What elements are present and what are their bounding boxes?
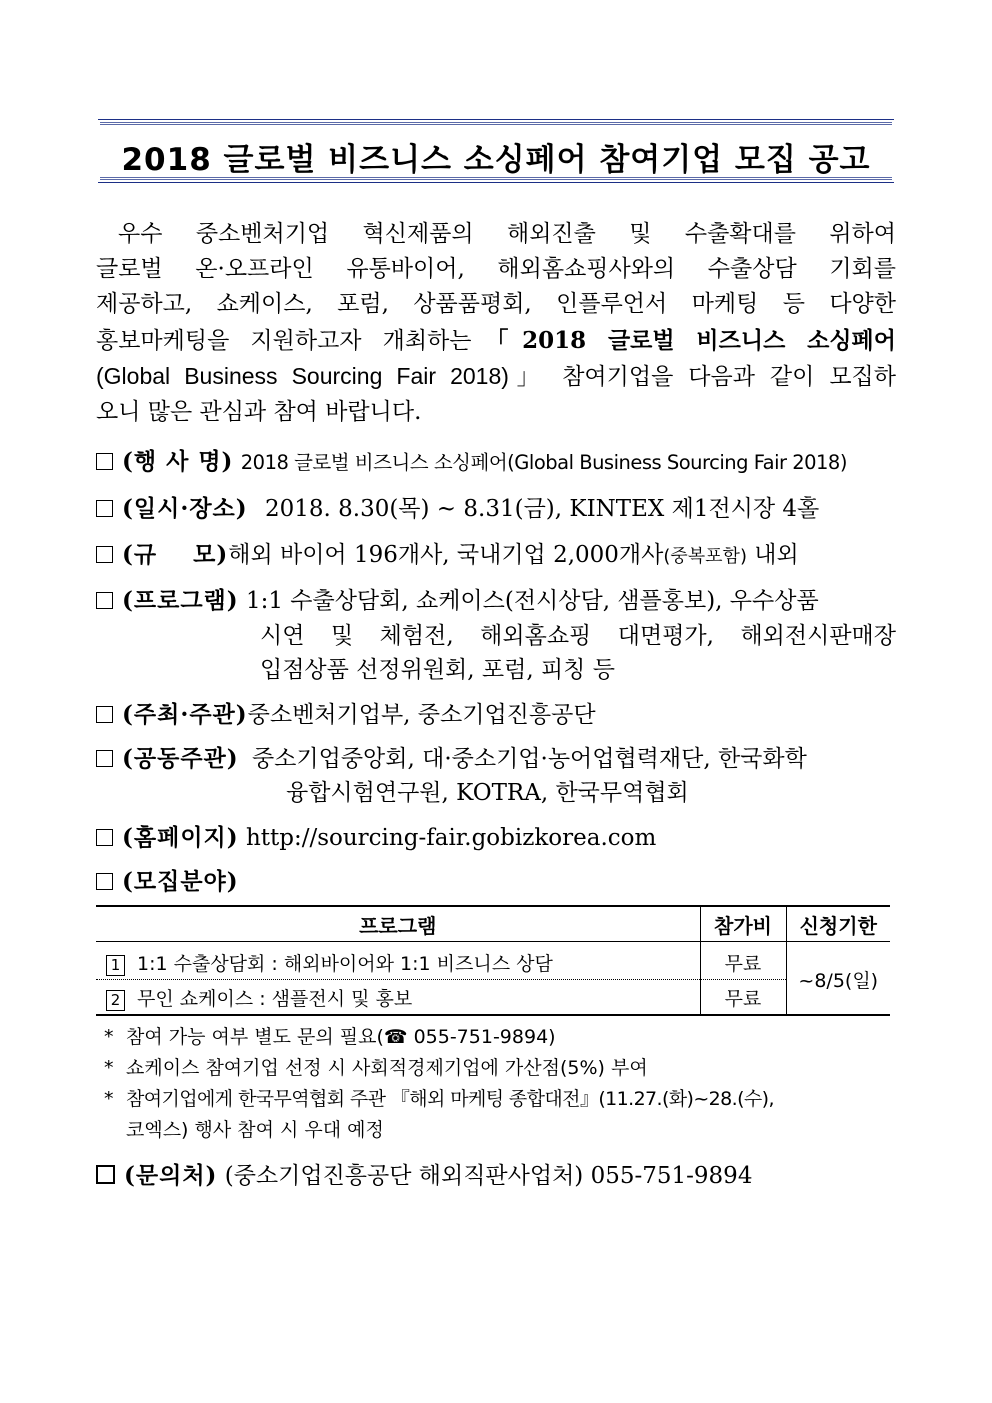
- table-cell-fee: 무료: [700, 945, 786, 980]
- checkbox-icon: [96, 873, 113, 890]
- intro-line: [96, 359, 896, 395]
- contact-value: (중소기업진흥공단 해외직판사업처) 055-751-9894: [224, 1163, 753, 1189]
- note-item: [104, 1022, 899, 1053]
- item-label: (행 사 명): [122, 448, 234, 475]
- item-label: (규 모): [122, 541, 229, 568]
- note-item-cont: 코엑스) 행사 참여 시 우대 예정: [126, 1119, 384, 1141]
- notes: [104, 1022, 899, 1146]
- checkbox-icon: [96, 706, 113, 723]
- item-field: [96, 863, 896, 896]
- note-text: 참여기업에게 한국무역협회 주관 『해외 마케팅 종합대전』(11.27.(화)~28.(수),: [126, 1088, 774, 1110]
- item-value: 시연 및 체험전, 해외홈쇼핑 대면평가, 해외전시판매장: [260, 623, 896, 649]
- item-program: [96, 582, 896, 615]
- intro-line: 제공하고, 쇼케이스, 포럼, 상품품평회, 인플루언서 마케팅 등 다양한: [96, 291, 896, 318]
- asterisk-marker: *: [104, 1057, 114, 1079]
- item-label: (홈페이지): [122, 824, 239, 851]
- item-program-cont: [260, 617, 896, 650]
- note-item: [104, 1084, 899, 1115]
- table-header-row: [96, 906, 890, 942]
- intro-fragment: 홍보마케팅을 지원하고자 개최하는: [96, 327, 472, 354]
- item-value: 내외: [754, 542, 799, 568]
- number-box: 1: [106, 955, 125, 976]
- item-value: 융합시험연구원, KOTRA, 한국무역협회: [286, 780, 689, 806]
- item-value: 해외 바이어 196개사, 국내기업 2,000개사: [228, 542, 664, 568]
- table-cell-fee: 무료: [700, 980, 786, 1016]
- item-label: (일시·장소): [122, 495, 248, 522]
- table-row: [96, 980, 890, 1016]
- table-cell-program: [96, 945, 700, 980]
- table-header: 참가비: [700, 906, 786, 942]
- item-value: 중소벤처기업부, 중소기업진흥공단: [247, 702, 596, 728]
- item-homepage: [96, 819, 896, 852]
- homepage-link[interactable]: http://sourcing-fair.gobizkorea.com: [245, 825, 657, 851]
- item-cohost-cont: [286, 774, 689, 807]
- checkbox-icon: [96, 1165, 115, 1184]
- program-text: 1:1 수출상담회 : 해외바이어와 1:1 비즈니스 상담: [137, 952, 553, 975]
- intro-fragment: 참여기업을 다음과 같이 모집하: [562, 363, 896, 390]
- item-value: 2018 글로벌 비즈니스 소싱페어(Global Business Sourcing Fair 2018): [240, 451, 847, 474]
- item-host: [96, 696, 896, 729]
- note-text: 쇼케이스 참여기업 선정 시 사회적경제기업에 가산점(5%) 부여: [126, 1057, 648, 1079]
- checkbox-icon: [96, 546, 113, 563]
- table-cell-deadline: ~8/5(일): [786, 945, 890, 1015]
- number-box: 2: [106, 990, 125, 1011]
- fair-english-name: (Global Business Sourcing Fair 2018)」: [96, 362, 548, 389]
- item-datetime: [96, 490, 896, 523]
- item-value: 중소기업중앙회, 대·중소기업·농어업협력재단, 한국화학: [251, 746, 807, 772]
- item-label: (공동주관): [122, 745, 239, 772]
- program-text: 무인 쇼케이스 : 샘플전시 및 홍보: [137, 987, 413, 1010]
- checkbox-icon: [96, 453, 113, 470]
- item-cohost: [96, 740, 896, 773]
- intro-line: [96, 323, 896, 359]
- intro-line: 우수 중소벤처기업 혁신제품의 해외진출 및 수출확대를 위하여: [118, 221, 896, 247]
- item-scale: [96, 536, 896, 569]
- checkbox-icon: [96, 750, 113, 767]
- item-program-cont: [260, 651, 615, 684]
- checkbox-icon: [96, 829, 113, 846]
- contact-label: (문의처): [124, 1162, 218, 1189]
- title-box: [100, 122, 892, 180]
- page-title: 2018 글로벌 비즈니스 소싱페어 참여기업 모집 공고: [121, 142, 871, 178]
- item-label: (주최·주관): [122, 701, 248, 728]
- contact-line: [96, 1157, 752, 1190]
- table-row: [96, 945, 890, 980]
- intro-paragraph: [96, 217, 896, 430]
- table-header: 신청기한: [786, 906, 890, 942]
- item-value-note: (중복포함): [663, 546, 747, 567]
- note-item: [104, 1053, 899, 1084]
- checkbox-icon: [96, 500, 113, 517]
- checkbox-icon: [96, 592, 113, 609]
- fair-name-bold: 「2018 글로벌 비즈니스 소싱페어: [471, 326, 896, 354]
- item-event-name: [96, 443, 896, 476]
- table-header: 프로그램: [96, 906, 700, 942]
- item-value: 1:1 수출상담회, 쇼케이스(전시상담, 샘플홍보), 우수상품: [245, 588, 819, 614]
- intro-line: 오니 많은 관심과 참여 바랍니다.: [96, 399, 422, 426]
- item-value: 입점상품 선정위원회, 포럼, 피칭 등: [260, 657, 615, 683]
- item-label: (프로그램): [122, 587, 239, 614]
- recruit-table: [96, 905, 890, 1016]
- note-text: 참여 가능 여부 별도 문의 필요(☎ 055-751-9894): [126, 1026, 556, 1048]
- item-value: 2018. 8.30(목) ~ 8.31(금), KINTEX 제1전시장 4홀: [264, 496, 820, 522]
- table-cell-program: [96, 980, 700, 1016]
- item-label: (모집분야): [122, 868, 239, 895]
- asterisk-marker: *: [104, 1026, 114, 1048]
- asterisk-marker: *: [104, 1088, 114, 1110]
- intro-line: 글로벌 온·오프라인 유통바이어, 해외홈쇼핑사와의 수출상담 기회를: [96, 256, 896, 283]
